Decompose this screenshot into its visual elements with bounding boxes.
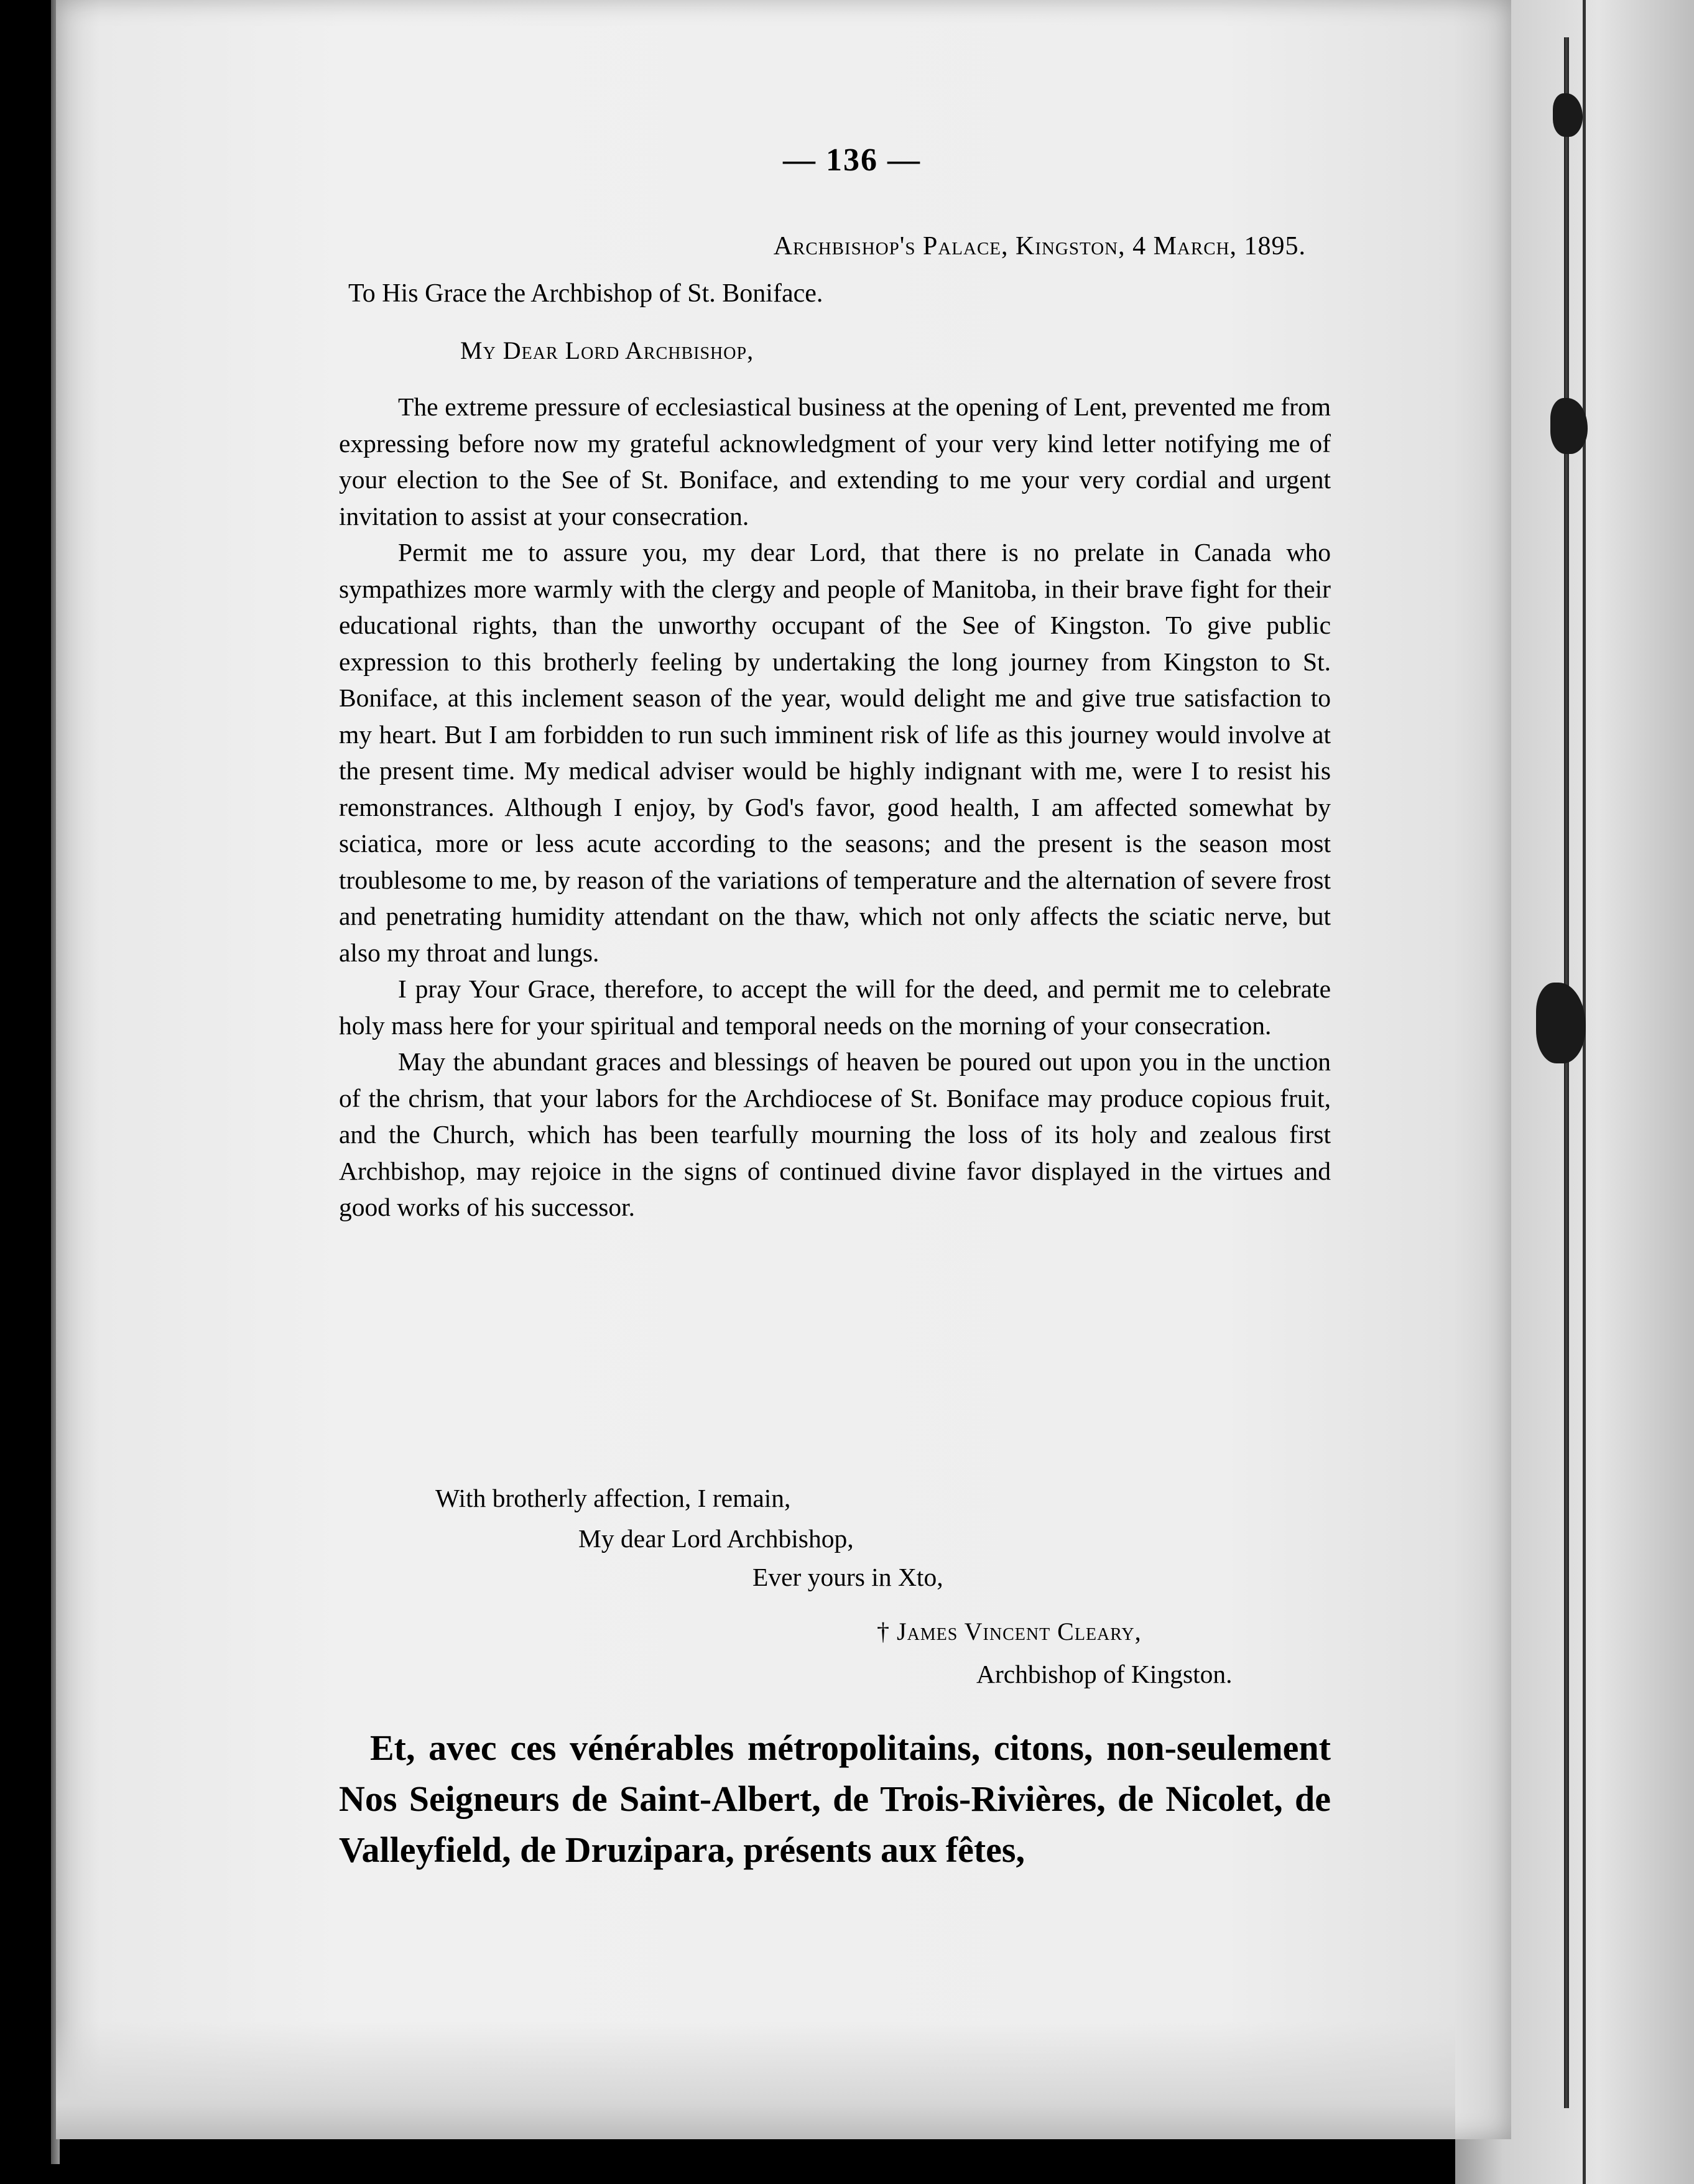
letter-paragraph: May the abundant graces and blessings of heaven be poured out upon you in the unction of the chrism, that your labors for the Archdiocese of St. Boniface may produce copious fruit, and the Church, which has been tearfully mourning the loss of its holy and zealous first Archbishop, may rejoice in the signs of continued divine favor displayed in the virtues and good works of his successor. [339,1047,1331,1221]
binding-thread [1564,37,1569,2108]
letter-paragraph: I pray Your Grace, therefore, to accept the will for the deed, and permit me to celebrate holy mass here for your spiritual and temporal needs on the morning of your consecration. [339,974,1331,1040]
letter-addressee: To His Grace the Archbishop of St. Boniface. [348,279,823,308]
page-number: — 136 — [783,142,921,178]
letter-dateline: Archbishop's Palace, Kingston, 4 March, 1895. [773,232,1306,261]
signature-title: Archbishop of Kingston. [976,1660,1233,1688]
closing-line: My dear Lord Archbishop, [578,1524,854,1553]
closing-line: With brotherly affection, I remain, [435,1484,791,1512]
signature-name: † James Vincent Cleary, [877,1617,1142,1645]
french-paragraph: Et, avec ces vénérables métropolitains, citons, non-seulement Nos Seigneurs de Saint-Albert, de Trois-Rivières, de Nicolet, de Valleyfield, de Druzipara, présents aux fêtes, [339,1728,1331,1870]
letter-body [339,389,1331,1226]
letter-salutation: My Dear Lord Archbishop, [460,336,754,364]
page-bottom-shadow [56,2021,1455,2139]
letter-paragraph: Permit me to assure you, my dear Lord, that there is no prelate in Canada who sympathizes more warmly with the clergy and people of Manitoba, in their brave fight for their educational rights, than the unworthy occupant of the See of Kingston. To give public expression to this brotherly feeling by undertaking the long journey from Kingston to St. Boniface, at this inclement season of the year, would delight me and give true satisfaction to my heart. But I am forbidden to run such imminent risk of life as this journey would involve at the present time. My medical adviser would be highly indignant with me, were I to resist his remonstrances. Although I enjoy, by God's favor, good health, I am affected somewhat by sciatica, more or less acute according to the seasons; and the present is the season most troublesome to me, by reason of the variations of temperature and the alternation of severe frost and penetrating humidity attendant on the thaw, which not only affects the sciatic nerve, but also my throat and lungs. [339,538,1331,967]
letter-paragraph: The extreme pressure of ecclesiastical business at the opening of Lent, prevented me from expressing before now my grateful acknowledgment of your very kind letter notifying me of your election to the See of St. Boniface, and extending to me your very cordial and urgent invitation to assist at your consecration. [339,392,1331,530]
closing-line: Ever yours in Xto, [752,1563,943,1591]
binding-edge [1583,0,1586,2184]
